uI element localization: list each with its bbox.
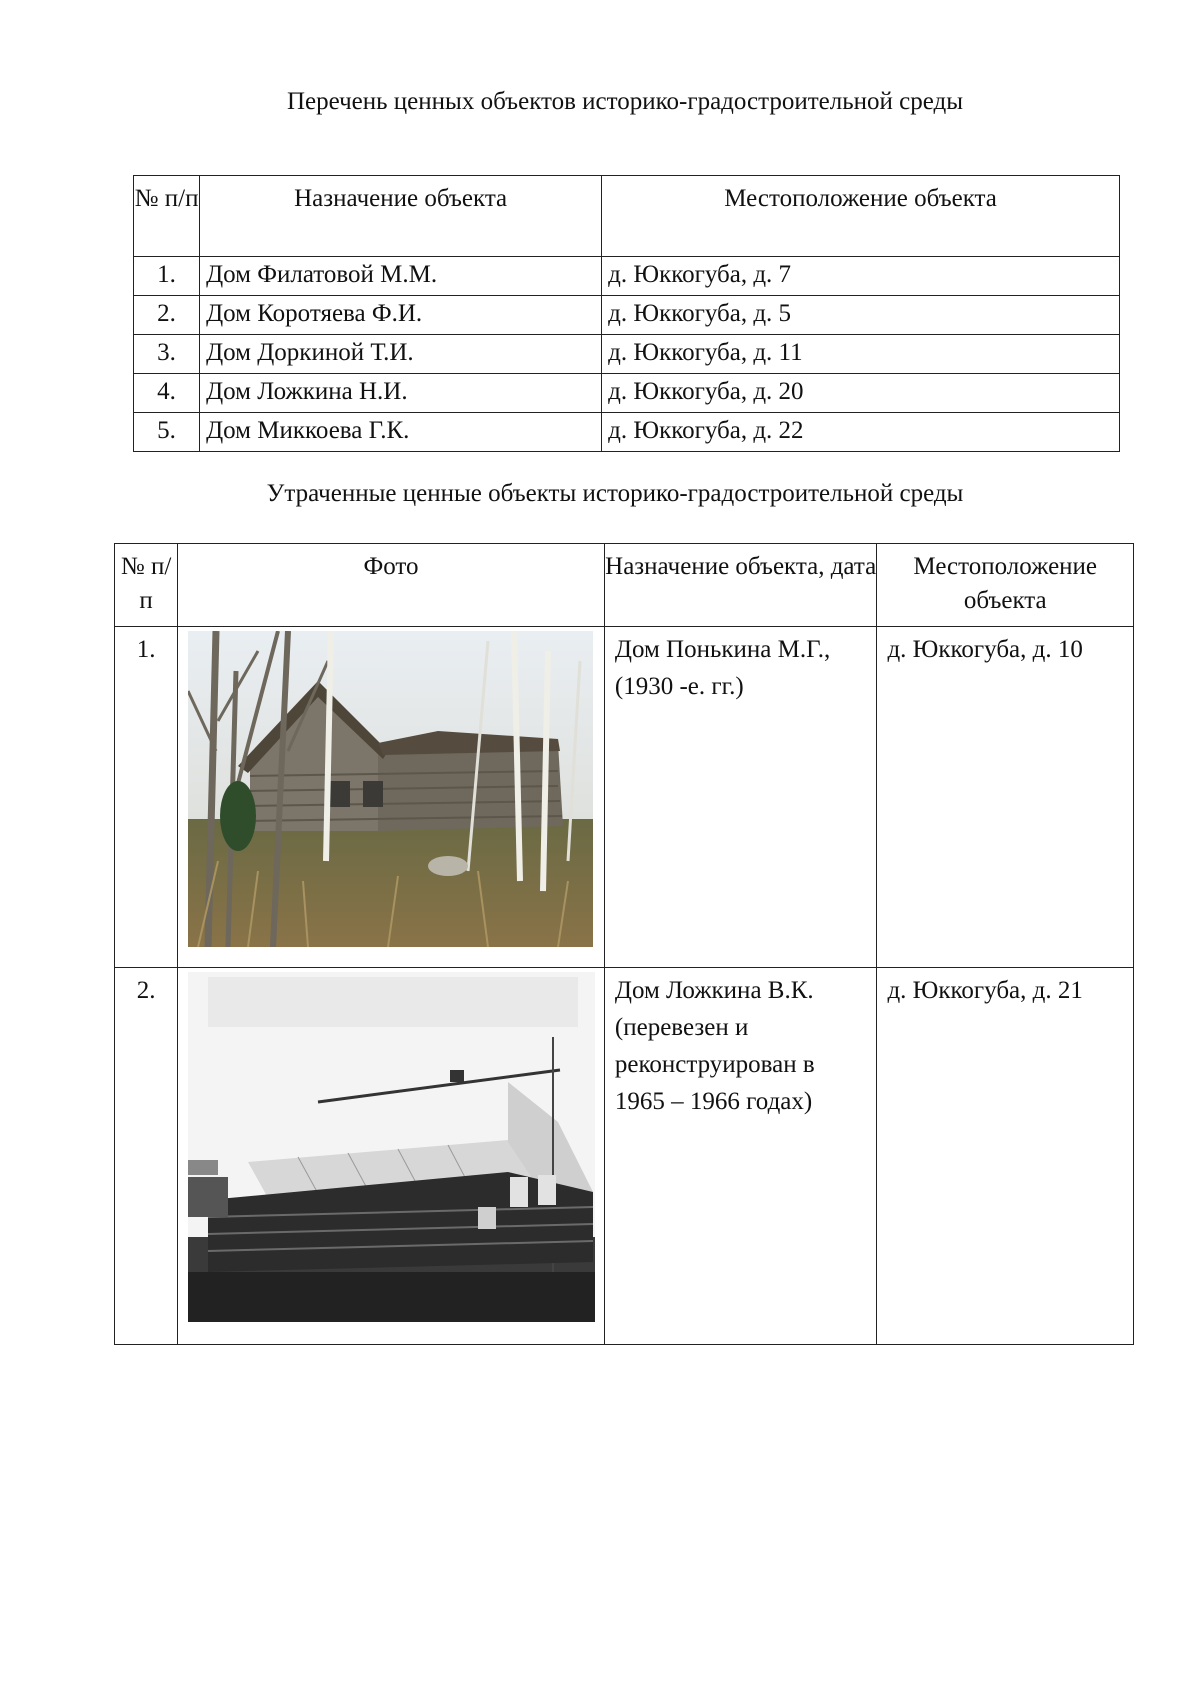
photo-cell xyxy=(178,968,605,1345)
table-row xyxy=(134,413,1120,452)
table-row xyxy=(134,296,1120,335)
object-location: д. Юккогуба, д. 5 xyxy=(602,296,1120,335)
object-name-date: Дом Ложкина В.К. (перевезен и реконструирован в 1965 – 1966 годах) xyxy=(604,968,877,1345)
object-name: Дом Доркиной Т.И. xyxy=(200,335,602,374)
object-location: д. Юккогуба, д. 10 xyxy=(877,627,1134,968)
lost-objects-table xyxy=(114,543,1134,1345)
column-header-number: № п/п xyxy=(115,544,178,627)
photo-cell xyxy=(178,627,605,968)
table-header-row xyxy=(115,544,1134,627)
lost-objects-title: Утраченные ценные объекты историко-градостроительной среды xyxy=(266,480,964,507)
table-row xyxy=(134,374,1120,413)
object-location: д. Юккогуба, д. 7 xyxy=(602,257,1120,296)
list-title: Перечень ценных объектов историко-градостроительной среды xyxy=(286,88,964,115)
column-header-number: № п/п xyxy=(134,176,200,257)
table-header-row xyxy=(134,176,1120,257)
row-number: 2. xyxy=(115,968,178,1345)
table-row xyxy=(115,968,1134,1345)
object-location: д. Юккогуба, д. 21 xyxy=(877,968,1134,1345)
object-name: Дом Миккоева Г.К. xyxy=(200,413,602,452)
table-row xyxy=(134,257,1120,296)
column-header-location: Местоположение объекта xyxy=(877,544,1134,627)
object-name-date: Дом Понькина М.Г., (1930 -е. гг.) xyxy=(604,627,877,968)
object-name: Дом Ложкина Н.И. xyxy=(200,374,602,413)
row-number: 3. xyxy=(134,335,200,374)
row-number: 1. xyxy=(115,627,178,968)
row-number: 2. xyxy=(134,296,200,335)
object-name: Дом Коротяева Ф.И. xyxy=(200,296,602,335)
row-number: 1. xyxy=(134,257,200,296)
valuable-objects-table xyxy=(133,175,1120,452)
column-header-location: Местоположение объекта xyxy=(602,176,1120,257)
column-header-purpose: Назначение объекта xyxy=(200,176,602,257)
object-location: д. Юккогуба, д. 20 xyxy=(602,374,1120,413)
column-header-purpose-date: Назначение объекта, дата xyxy=(604,544,877,627)
object-location: д. Юккогуба, д. 22 xyxy=(602,413,1120,452)
house-photo-color xyxy=(188,631,593,947)
object-location: д. Юккогуба, д. 11 xyxy=(602,335,1120,374)
object-name: Дом Филатовой М.М. xyxy=(200,257,602,296)
row-number: 5. xyxy=(134,413,200,452)
column-header-photo: Фото xyxy=(178,544,605,627)
table-row xyxy=(134,335,1120,374)
house-photo-bw xyxy=(188,972,595,1322)
row-number: 4. xyxy=(134,374,200,413)
table-row xyxy=(115,627,1134,968)
